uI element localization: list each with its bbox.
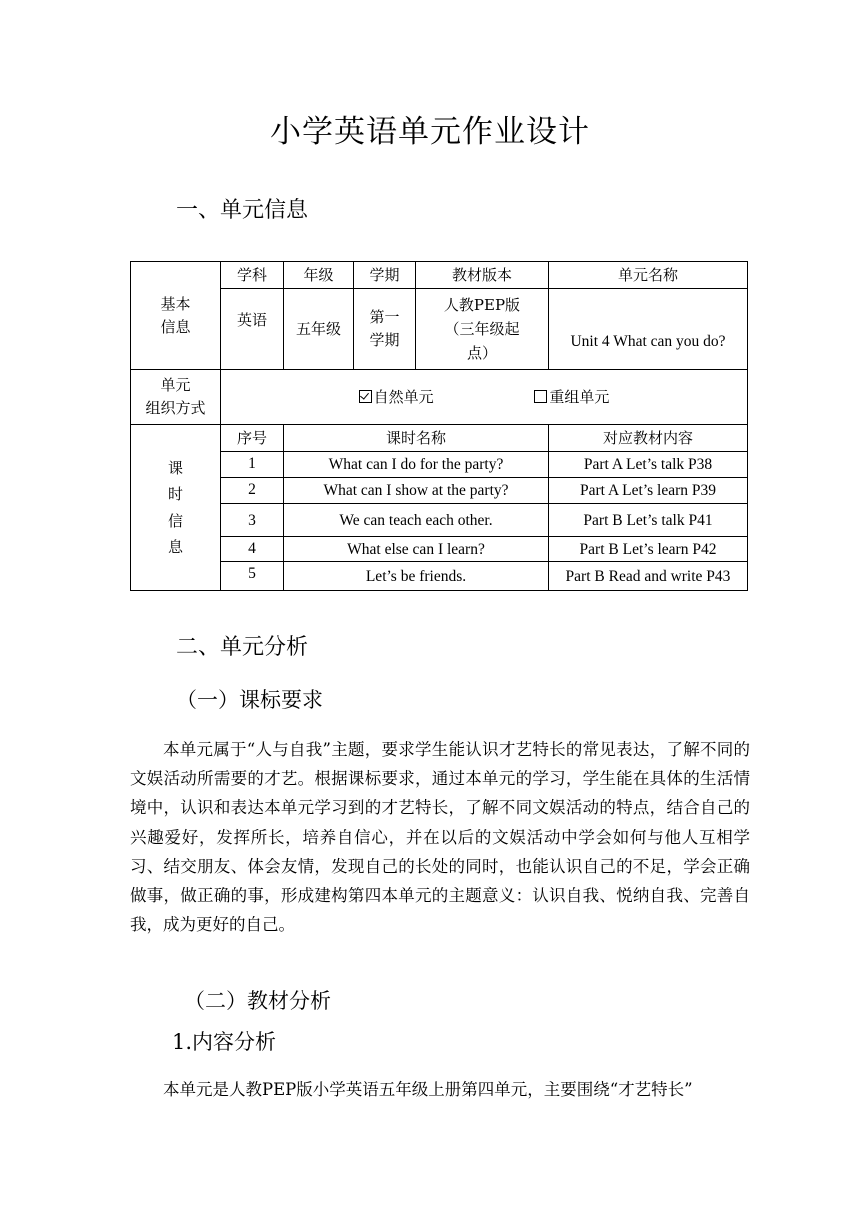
lesson-name: What else can I learn? [284,537,549,562]
cell-term [354,289,416,370]
org-option-regroup-label: 重组单元 [549,387,610,406]
unchecked-checkbox-icon[interactable] [534,390,547,403]
lesson-name: What can I show at the party? [284,478,549,504]
org-option-regroup[interactable] [534,388,609,406]
lesson-content: Part B Let’s learn P42 [549,537,748,562]
lesson-no: 3 [221,504,284,537]
term-line1: 第一 [369,308,400,326]
table-row [131,504,748,537]
org-mode-options [221,370,748,425]
org-label-line1: 单元 [160,376,191,394]
lesson-content: Part B Let’s talk P41 [549,504,748,537]
lesson-label-char-4: 息 [167,538,183,556]
lesson-name: We can teach each other. [284,504,549,537]
checked-checkbox-icon[interactable] [359,390,372,403]
header-term: 学期 [354,262,416,289]
header-unit-name: 单元名称 [549,262,748,289]
lesson-no: 5 [221,562,284,591]
org-mode-label-cell [131,370,221,425]
edition-line3: 点） [466,344,497,362]
lesson-no: 1 [221,452,284,478]
lesson-info-label-cell [131,425,221,591]
org-option-natural[interactable] [359,388,439,406]
cell-grade: 五年级 [284,289,354,370]
basic-info-label-cell [131,262,221,370]
unit-info-table [130,261,748,591]
lesson-label-char-2: 时 [167,485,183,503]
cell-edition [416,289,549,370]
lesson-content: Part B Read and write P43 [549,562,748,591]
subheading-content-analysis: 1.内容分析 [172,1030,277,1054]
edition-line1: 人教PEP版 [443,296,521,314]
lesson-content: Part A Let’s talk P38 [549,452,748,478]
paragraph-content-analysis: 本单元是人教PEP版小学英语五年级上册第四单元，主要围绕“才艺特长” [163,1080,693,1099]
cell-subject: 英语 [221,289,284,370]
lesson-no: 4 [221,537,284,562]
document-title: 小学英语单元作业设计 [270,114,590,150]
header-edition: 教材版本 [416,262,549,289]
lesson-no: 2 [221,478,284,504]
subheading-curriculum-requirements: （一）课标要求 [176,688,323,712]
header-lesson-name: 课时名称 [284,425,549,452]
term-line2: 学期 [369,331,400,349]
section-heading-unit-analysis: 二、单元分析 [176,635,309,660]
subheading-textbook-analysis: （二）教材分析 [184,989,331,1013]
header-lesson-content: 对应教材内容 [549,425,748,452]
table-row [131,562,748,591]
paragraph-curriculum-requirements: 本单元属于“人与自我”主题，要求学生能认识才艺特长的常见表达，了解不同的文娱活动所需要的才艺。根据课标要求，通过本单元的学习，学生能在具体的生活情境中，认识和表达本单元学习到的才艺特长，了解不同文娱活动的特点，结合自己的兴趣爱好，发挥所长，培养自信心，并在以后的文娱活动中学会如何与他人互相学习、结交朋友、体会友情，发现自己的长处的同时，也能认识自己的不足，学会正确做事，做正确的事，形成建构第四本单元的主题意义：认识自我、悦纳自我、完善自我，成为更好的自己。 [130,740,750,935]
lesson-name: What can I do for the party? [284,452,549,478]
header-lesson-no: 序号 [221,425,284,452]
edition-line2: （三年级起 [444,320,520,338]
table-row [131,478,748,504]
cell-unit-name: Unit 4 What can you do? [549,289,748,370]
lesson-content: Part A Let’s learn P39 [549,478,748,504]
header-grade: 年级 [284,262,354,289]
lesson-label-char-3: 信 [167,511,183,530]
section-heading-unit-info: 一、单元信息 [176,198,309,223]
table-row [131,452,748,478]
org-option-natural-label: 自然单元 [373,387,434,406]
header-subject: 学科 [221,262,284,289]
basic-info-label: 基本 信息 [160,294,191,336]
lesson-name: Let’s be friends. [284,562,549,591]
table-row [131,537,748,562]
lesson-label-char-1: 课 [167,458,183,477]
org-label-line2: 组织方式 [145,399,206,417]
